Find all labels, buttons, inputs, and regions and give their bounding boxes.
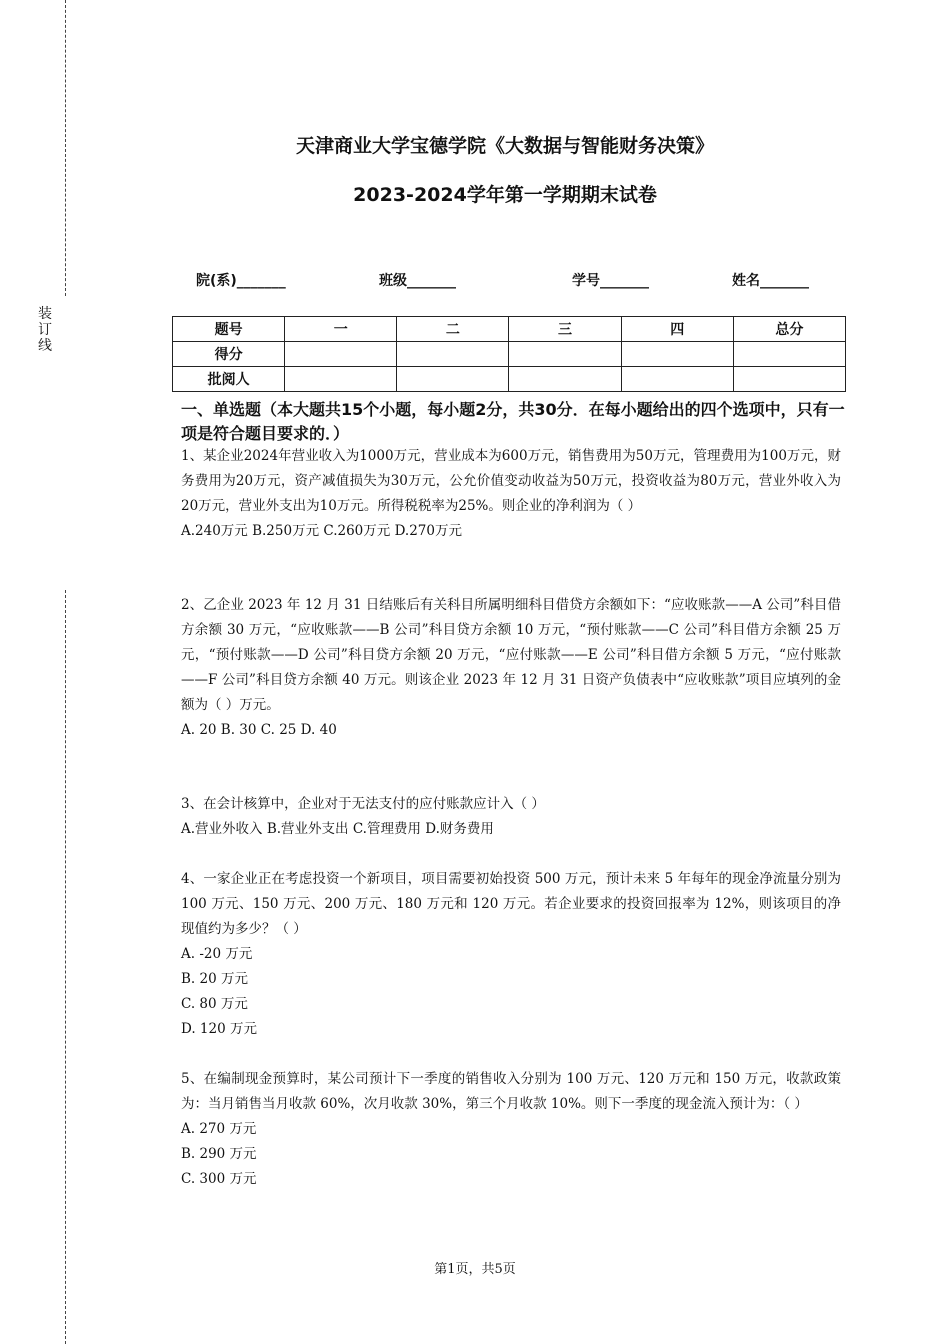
score-table-header-cell: 一 [285, 317, 397, 342]
name-field: 姓名_______ [732, 273, 809, 289]
score-table-row [173, 342, 846, 367]
question-option: C. 300 万元 [181, 1171, 257, 1187]
student-id-field: 学号_______ [572, 273, 649, 289]
score-table [172, 316, 846, 392]
question-3 [181, 792, 841, 842]
reviewer-cell [397, 367, 509, 392]
question-2 [181, 593, 841, 743]
class-field: 班级_______ [379, 273, 456, 289]
reviewer-cell [285, 367, 397, 392]
score-cell [733, 342, 845, 367]
question-5 [181, 1067, 841, 1192]
score-cell [397, 342, 509, 367]
score-table-header-cell: 三 [509, 317, 621, 342]
score-table-row [173, 367, 846, 392]
college-field: 院(系)_______ [196, 273, 286, 289]
binding-label: 装订线 [38, 306, 52, 354]
section-1-heading: 一、单选题（本大题共15个小题，每小题2分，共30分．在每小题给出的四个选项中，只有一项是符合题目要求的．） [181, 400, 845, 443]
question-option: B. 290 万元 [181, 1146, 257, 1162]
score-cell [285, 342, 397, 367]
reviewer-cell [509, 367, 621, 392]
question-stem: 2、乙企业 2023 年 12 月 31 日结账后有关科目所属明细科目借贷方余额如下：“应收账款——A 公司”科目借方余额 30 万元，“应收账款——B 公司”科目贷方余额 10 万元，“预付账款——C 公司”科目借方余额 25 万元，“预付账款——D 公司”科目贷方余额 20 万元，“应付账款——E 公司”科目借方余额 5 万元，“应付账款——F 公司”科目贷方余额 40 万元。则该企业 2023 年 12 月 31 日资产负债表中“应收账款”项目应填列的金额为（ ）万元。 [181, 597, 841, 713]
score-table-header-cell: 二 [397, 317, 509, 342]
question-option: A. -20 万元 [181, 946, 253, 962]
score-cell [621, 342, 733, 367]
question-options: A.240万元 B.250万元 C.260万元 D.270万元 [181, 523, 462, 539]
score-table-header-row [173, 317, 846, 342]
question-option: A. 270 万元 [181, 1121, 257, 1137]
question-stem: 5、在编制现金预算时，某公司预计下一季度的销售收入分别为 100 万元、120 万元和 150 万元，收款政策为：当月销售当月收款 60%，次月收款 30%，第三个月收款 10%。则下一季度的现金流入预计为：（ ） [181, 1071, 841, 1112]
question-option: B. 20 万元 [181, 971, 248, 987]
question-1 [181, 444, 841, 544]
exam-title-line2: 2023-2024学年第一学期期末试卷 [353, 184, 657, 206]
binding-dashed-line-bottom [65, 590, 66, 1344]
reviewer-cell [621, 367, 733, 392]
reviewer-cell [733, 367, 845, 392]
question-stem: 4、一家企业正在考虑投资一个新项目，项目需要初始投资 500 万元，预计未来 5 年每年的现金净流量分别为 100 万元、150 万元、200 万元、180 万元和 120 万元。若企业要求的投资回报率为 12%，则该项目的净现值约为多少？（ ） [181, 871, 841, 937]
page-footer: 第1页，共5页 [434, 1262, 516, 1277]
exam-title-line1: 天津商业大学宝德学院《大数据与智能财务决策》 [295, 135, 714, 157]
question-4 [181, 867, 841, 1042]
question-stem: 1、某企业2024年营业收入为1000万元，营业成本为600万元，销售费用为50万元，管理费用为100万元，财务费用为20万元，资产减值损失为30万元，公允价值变动收益为50万元，投资收益为80万元，营业外收入为20万元，营业外支出为10万元。所得税税率为25%。则企业的净利润为（ ） [181, 448, 841, 514]
question-stem: 3、在会计核算中，企业对于无法支付的应付账款应计入（ ） [181, 796, 545, 812]
score-row-label: 得分 [173, 342, 285, 367]
score-table-header-cell: 四 [621, 317, 733, 342]
question-options: A.营业外收入 B.营业外支出 C.管理费用 D.财务费用 [181, 821, 494, 837]
question-option: C. 80 万元 [181, 996, 248, 1012]
question-option: D. 120 万元 [181, 1021, 257, 1037]
score-table-header-cell: 题号 [173, 317, 285, 342]
reviewer-row-label: 批阅人 [173, 367, 285, 392]
question-options: A. 20 B. 30 C. 25 D. 40 [181, 722, 337, 738]
score-cell [509, 342, 621, 367]
score-table-header-cell: 总分 [733, 317, 845, 342]
binding-dashed-line-top [65, 0, 66, 296]
